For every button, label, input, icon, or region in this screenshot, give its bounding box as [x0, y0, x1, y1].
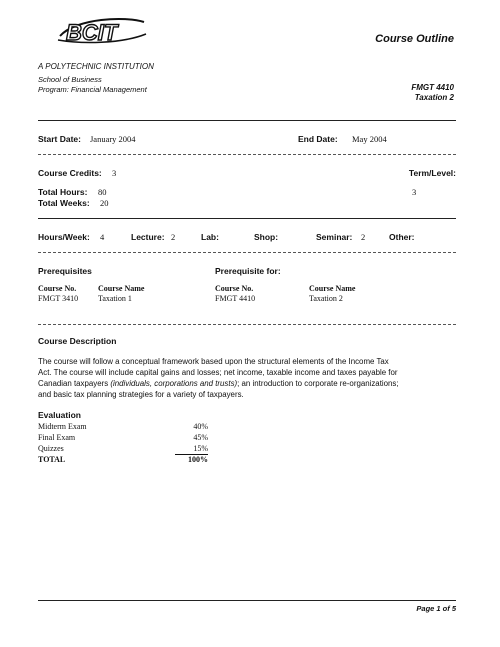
total-weeks-label: Total Weeks:: [38, 198, 90, 208]
seminar-label: Seminar:: [316, 232, 353, 242]
course-code: FMGT 4410: [411, 83, 454, 92]
logo-wordmark: BCIT: [66, 20, 118, 45]
evaluation-row: [38, 421, 208, 432]
description-text: [38, 356, 468, 400]
description-title: Course Description: [38, 336, 117, 346]
term-level-value: 3: [412, 187, 417, 197]
hours-week-value: 4: [100, 232, 105, 242]
evaluation-item: Quizzes: [38, 444, 64, 453]
evaluation-value: 45%: [193, 433, 208, 442]
evaluation-value: 40%: [193, 422, 208, 431]
description-line: The course will follow a conceptual framework based upon the structural elements of the Income Tax: [38, 357, 389, 366]
prerequisites-title: Prerequisites: [38, 266, 92, 276]
footer-divider: [38, 600, 456, 601]
seminar-value: 2: [361, 232, 366, 242]
prereqfor-course-no: FMGT 4410: [215, 294, 256, 303]
prereq-course-no: FMGT 3410: [38, 294, 79, 303]
prereq-col-no: Course No.: [38, 284, 77, 293]
description-line3-plain: Canadian taxpayers: [38, 379, 111, 388]
start-date-label: Start Date:: [38, 134, 81, 144]
start-date-value: January 2004: [90, 134, 136, 144]
divider: [38, 120, 456, 121]
lecture-label: Lecture:: [131, 232, 165, 242]
shop-label: Shop:: [254, 232, 279, 242]
divider: [38, 154, 456, 155]
divider: [38, 324, 456, 325]
course-credits-label: Course Credits:: [38, 168, 102, 178]
program: Program: Financial Management: [38, 85, 147, 94]
other-label: Other:: [389, 232, 415, 242]
description-line: and basic tax planning strategies for a variety of taxpayers.: [38, 390, 244, 399]
lab-label: Lab:: [201, 232, 219, 242]
course-credits-value: 3: [112, 168, 117, 178]
evaluation-row: [38, 432, 208, 443]
divider: [38, 218, 456, 219]
hours-week-label: Hours/Week:: [38, 232, 90, 242]
doc-title: Course Outline: [375, 33, 454, 45]
divider: [38, 252, 456, 253]
prereqfor-course-name: Taxation 2: [309, 294, 343, 303]
prerequisite-for-title: Prerequisite for:: [215, 266, 281, 276]
evaluation-table: [38, 421, 208, 465]
evaluation-title: Evaluation: [38, 410, 81, 420]
prereq-course-name: Taxation 1: [98, 294, 132, 303]
description-line: Act. The course will include capital gains and losses; net income, taxable income and taxes payable for: [38, 368, 398, 377]
term-level-label: Term/Level:: [408, 168, 456, 178]
page-number: Page 1 of 5: [416, 604, 456, 613]
evaluation-total-row: [38, 454, 208, 465]
evaluation-item: Midterm Exam: [38, 422, 87, 431]
evaluation-total-label: TOTAL: [38, 455, 66, 464]
course-name: Taxation 2: [414, 93, 454, 102]
evaluation-total-value: 100%: [188, 455, 208, 464]
evaluation-row: [38, 443, 208, 454]
bcit-logo: [56, 14, 148, 48]
school: School of Business: [38, 75, 102, 84]
description-line: [38, 378, 468, 389]
total-hours-value: 80: [98, 187, 107, 197]
prereq-col-name: Course Name: [98, 284, 145, 293]
end-date-value: May 2004: [352, 134, 387, 144]
lecture-value: 2: [171, 232, 176, 242]
total-weeks-value: 20: [100, 198, 109, 208]
evaluation-item: Final Exam: [38, 433, 76, 442]
prereqfor-col-name: Course Name: [309, 284, 356, 293]
prereqfor-col-no: Course No.: [215, 284, 254, 293]
institution: A POLYTECHNIC INSTITUTION: [38, 62, 154, 71]
description-line3-italic: (individuals, corporations and trusts): [110, 379, 238, 388]
total-hours-label: Total Hours:: [38, 187, 88, 197]
description-line3-rest: ; an introduction to corporate re-organizations;: [237, 379, 399, 388]
end-date-label: End Date:: [298, 134, 338, 144]
evaluation-value: 15%: [175, 443, 208, 455]
